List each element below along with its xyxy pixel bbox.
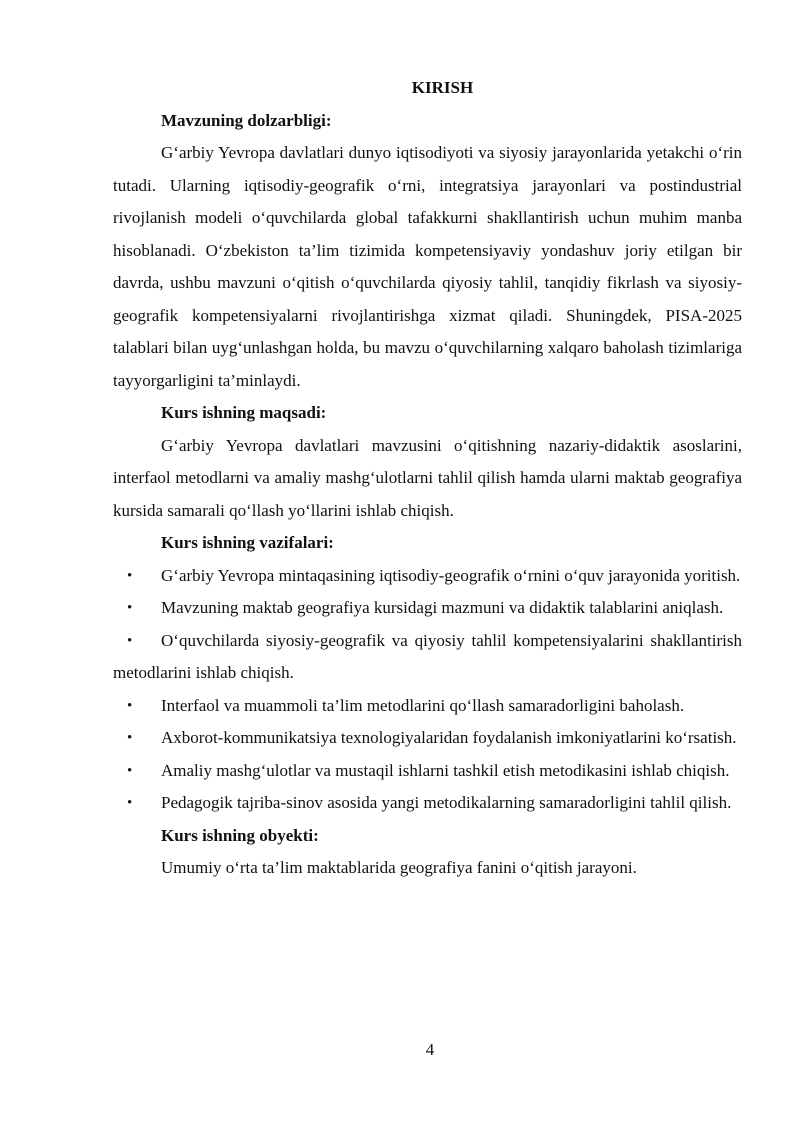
list-item-text: Axborot-kommunikatsiya texnologiyalaridan foydalanish imkoniyatlarini ko‘rsatish. — [161, 728, 737, 747]
document-page — [113, 72, 742, 885]
relevance-paragraph: G‘arbiy Yevropa davlatlari dunyo iqtisodiyoti va siyosiy jarayonlarida yetakchi o‘rin tutadi. Ularning iqtisodiy-geografik o‘rni, integratsiya jarayonlari va postindustrial rivojlanish modeli o‘quvchilarda global tafakkurni shakllantirish uchun muhim manba hisoblanadi. O‘zbekiston ta’lim tizimida kompetensiyaviy yondashuv joriy etilgan bir davrda, ushbu mavzuni o‘qitish o‘quvchilarda qiyosiy tahlil, tanqidiy fikrlash va siyosiy-geografik kompetensiyalarni rivojlantirishga xizmat qiladi. Shuningdek, PISA-2025 talablari bilan uyg‘unlashgan holda, bu mavzu o‘quvchilarning xalqaro baholash tizimlariga tayyorgarligini ta’minlaydi. — [113, 143, 742, 390]
bullet-icon: • — [127, 632, 133, 649]
tasks-list — [113, 560, 742, 820]
list-item — [113, 625, 742, 690]
list-item — [113, 722, 742, 755]
page-number: 4 — [425, 1040, 435, 1059]
bullet-icon: • — [127, 795, 133, 811]
list-item-text: O‘quvchilarda siyosiy-geografik va qiyosiy tahlil kompetensiyalarini shakllantirish metodlarini ishlab chiqish. — [113, 630, 742, 682]
bullet-icon: • — [127, 730, 133, 746]
object-heading: Kurs ishning obyekti: — [161, 825, 319, 845]
bullet-icon: • — [127, 762, 133, 779]
bullet-icon: • — [127, 567, 133, 584]
tasks-heading: Kurs ishning vazifalari: — [161, 533, 334, 552]
list-item-text: Interfaol va muammoli ta’lim metodlarini qo‘llash samaradorligini baholash. — [161, 695, 685, 715]
list-item-text: Amaliy mashg‘ulotlar va mustaqil ishlarni tashkil etish metodikasini ishlab chiqish. — [161, 760, 730, 780]
list-item — [113, 787, 742, 820]
list-item-text: G‘arbiy Yevropa mintaqasining iqtisodiy-geografik o‘rnini o‘quv jarayonida yoritish. — [161, 565, 741, 585]
object-paragraph: Umumiy o‘rta ta’lim maktablarida geografiya fanini o‘qitish jarayoni. — [161, 858, 637, 877]
bullet-icon: • — [127, 600, 133, 616]
goal-heading: Kurs ishning maqsadi: — [161, 403, 327, 422]
list-item-text: Mavzuning maktab geografiya kursidagi mazmuni va didaktik talablarini aniqlash. — [161, 598, 724, 617]
list-item-text: Pedagogik tajriba-sinov asosida yangi metodikalarning samaradorligini tahlil qilish. — [161, 793, 732, 812]
bullet-icon: • — [127, 697, 133, 714]
relevance-heading: Mavzuning dolzarbligi: — [161, 110, 332, 130]
list-item — [113, 592, 742, 625]
list-item — [113, 560, 742, 593]
goal-paragraph: G‘arbiy Yevropa davlatlari mavzusini o‘qitishning nazariy-didaktik asoslarini, interfaol metodlarni va amaliy mashg‘ulotlarni tahlil qilish hamda ularni maktab geografiya kursida samarali qo‘llash yo‘llarini ishlab chiqish. — [113, 435, 742, 520]
list-item — [113, 755, 742, 788]
document-title: KIRISH — [411, 78, 474, 97]
list-item — [113, 690, 742, 723]
